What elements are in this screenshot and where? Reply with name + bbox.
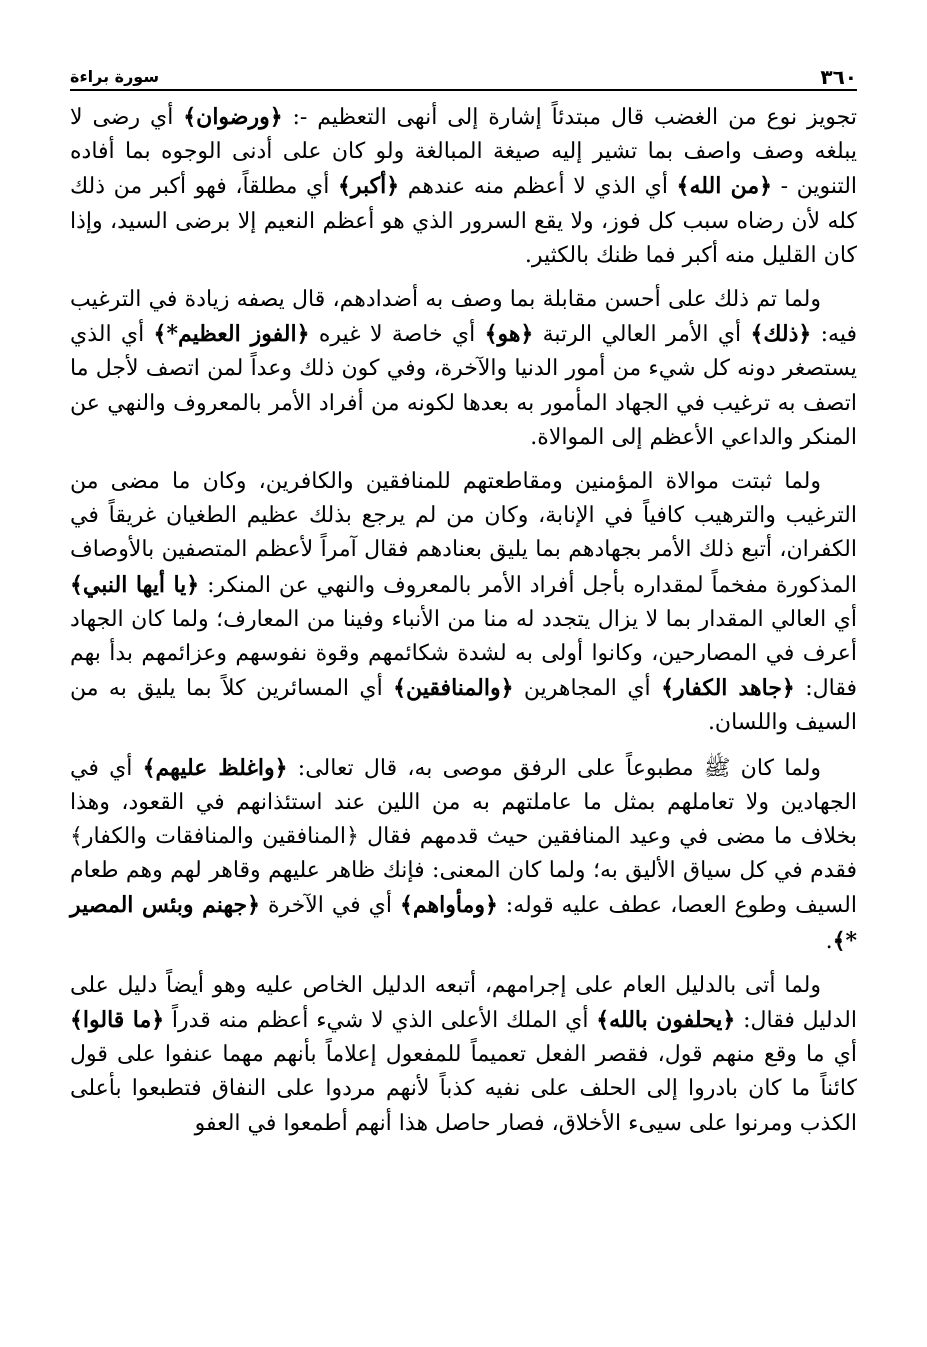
quran-quote: ﴿ذلك﴾ [750,321,812,348]
commentary-text: أي الملك الأعلى الذي لا شيء أعظم منه قدراً [164,1008,597,1034]
paragraph [70,283,857,455]
running-title: سورة براءة [70,67,160,86]
page-number: ٣٦٠ [820,65,857,89]
paragraph [70,751,857,959]
commentary-text: أي المسائرين كلاً بما يليق به من السيف واللسان. [70,676,857,736]
commentary-text: أي ما وقع منهم قول، فقصر الفعل تعميماً للمفعول إعلاماً بأنهم مهما عنفوا على قول كائناً ما كان بادروا إلى الحلف على نفيه كذباً لأنهم مردوا على النفاق فتطبعوا بأعلى الكذب ومرنوا على سيىء الأخلاق، فصار حاصل هذا أنهم أطمعوا في العفو [70,1042,857,1136]
quran-quote: ﴿ومأواهم﴾ [399,892,498,919]
header-divider [70,89,857,91]
quran-quote: ﴿هو﴾ [484,321,534,348]
paragraph [70,969,857,1141]
commentary-text: أي في الآخرة [260,893,400,919]
quran-quote: ﴿يا أيها النبي﴾ [70,571,200,598]
commentary-text: ولما تم ذلك على أحسن مقابلة بما وصف به أضدادهم، قال يصفه زيادة في الترغيب فيه: [70,287,858,348]
commentary-text: أي الذي يستصغر دونه كل شيء من أمور الدنيا والآخرة، وفي كون ذلك وعداً لمن اتصف لأجل ما اتصف به ترغيب في الجهاد المأمور به بعدها لكونه من أفراد الأمر بالمعروف والنهي عن المنكر والداعي الأعظم إلى الموالاة. [70,322,857,450]
commentary-text: أي مطلقاً، فهو أكبر من ذلك كله لأن رضاه سبب كل فوز، ولا يقع السرور الذي هو أعظم النعيم إلا برضى السيد، وإذا كان القليل منه أكبر فما ظنك بالكثير. [70,174,857,268]
body-text [70,100,857,1151]
quran-quote: ﴿والمنافقين﴾ [393,675,514,702]
commentary-text: أي خاصة لا غيره [309,322,485,348]
quran-quote: ﴿يحلفون بالله﴾ [596,1007,736,1034]
quran-quote: ﴿من الله﴾ [676,173,773,200]
commentary-text: أي رضى لا يبلغه وصف واصف بما تشير إليه صيغة المبالغة ولو كان على أدنى الوجوه بما أفاده التنوين - [70,105,858,200]
paragraph [70,465,857,741]
commentary-text: أي الذي لا أعظم منه عندهم [399,174,677,200]
commentary-text: ولما ثبتت موالاة المؤمنين ومقاطعتهم للمنافقين والكافرين، وكان ما مضى من الترغيب والترهيب كافياً في الإنابة، وكان من لم يرجع بذلك عظيم الطغيان غريقاً في الكفران، أتبع ذلك الأمر بجهادهم بما يليق بعنادهم فقال آمراً لأعظم المتصفين بالأوصاف المذكورة مفخماً لمقداره بأجل أفراد الأمر بالمعروف والنهي عن المنكر: [70,469,857,598]
quran-quote: ﴿ورضوان﴾ [183,104,283,130]
commentary-text: ولما أتى بالدليل العام على إجرامهم، أتبعه الدليل الخاص عليه وهو أيضاً دليل على الدليل فقال: [70,972,857,1034]
commentary-text: أي الأمر العالي الرتبة [533,322,751,348]
quran-quote: ﴿أكبر﴾ [337,173,400,200]
commentary-text: تجويز نوع من الغضب قال مبتدئاً إشارة إلى أنهى التعظيم -: [282,105,858,130]
commentary-text: أي في الجهادين ولا تعاملهم بمثل ما عاملتهم به من اللين عند استئذانهم في القعود، وهذا بخلاف ما مضى في وعيد المنافقين حيث قدمهم فقال ﴿المنافقين والمنافقات والكفار﴾ فقدم في كل سياق الأليق به؛ ولما كان المعنى: فإنك ظاهر عليهم وقاهر لهم وهم طعام السيف وطوع العصا، عطف عليه قوله: [70,755,857,919]
quran-quote: ﴿جهنم وبئس المصير *﴾ [70,892,857,954]
paragraph [70,100,857,273]
commentary-text: أي المجاهرين [513,676,662,702]
commentary-text: أي العالي المقدار بما لا يزال يتجدد له منا من الأنباء وفينا من المعارف؛ ولما كان الجهاد أعرف في المصارحين، وكانوا أولى به لشدة شكائمهم وقوة نفوسهم وعزائمهم بدأ بهم فقال: [70,606,857,702]
quran-quote: ﴿الفوز العظيم*﴾ [153,321,310,348]
commentary-text: . [825,928,833,954]
quran-quote: ﴿جاهد الكفار﴾ [661,675,795,702]
page-header [70,58,857,88]
commentary-text: ولما كان ﷺ مطبوعاً على الرفق موصى به، قال تعالى: [287,755,821,781]
quran-quote: ﴿واغلظ عليهم﴾ [142,754,288,781]
quran-quote: ﴿ما قالوا﴾ [70,1007,165,1034]
